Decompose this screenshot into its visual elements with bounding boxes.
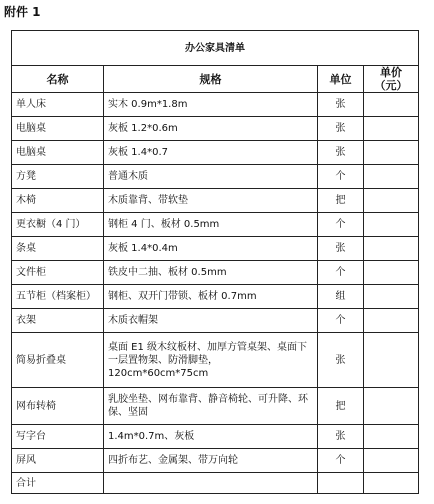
cell-name: 文件柜 [12,261,104,285]
cell-price [364,425,419,449]
table-row [12,93,419,117]
cell-price [364,388,419,425]
cell-spec: 铁皮中二抽、板材 0.5mm [104,261,318,285]
cell-unit: 组 [318,285,364,309]
cell-spec: 四折布艺、金属架、带万向轮 [104,449,318,473]
header-price: 单价（元） [364,66,419,93]
table-row [12,117,419,141]
cell-name: 简易折叠桌 [12,333,104,388]
cell-unit: 张 [318,333,364,388]
cell-name: 方凳 [12,165,104,189]
table-row [12,309,419,333]
header-row [12,66,419,93]
cell-unit: 个 [318,261,364,285]
cell-unit: 把 [318,388,364,425]
total-price-cell [364,473,419,494]
cell-price [364,165,419,189]
cell-spec: 灰板 1.2*0.6m [104,117,318,141]
cell-name: 电脑桌 [12,117,104,141]
cell-price [364,141,419,165]
cell-spec: 灰板 1.4*0.4m [104,237,318,261]
cell-spec: 木质衣帽架 [104,309,318,333]
cell-price [364,333,419,388]
cell-spec: 普通木质 [104,165,318,189]
cell-price [364,449,419,473]
cell-name: 木椅 [12,189,104,213]
cell-price [364,285,419,309]
table-row [12,449,419,473]
cell-name: 更衣橱（4 门） [12,213,104,237]
header-name: 名称 [12,66,104,93]
attachment-label: 附件 1 [4,5,41,19]
cell-name: 屏风 [12,449,104,473]
cell-unit: 张 [318,93,364,117]
cell-price [364,117,419,141]
cell-unit: 个 [318,165,364,189]
table-row [12,141,419,165]
cell-unit: 个 [318,309,364,333]
cell-spec: 1.4m*0.7m、灰板 [104,425,318,449]
cell-spec: 钢柜 4 门、板材 0.5mm [104,213,318,237]
title-row [12,31,419,66]
cell-name: 衣架 [12,309,104,333]
table-row [12,189,419,213]
cell-name: 条桌 [12,237,104,261]
table-row [12,213,419,237]
furniture-list-table [11,30,419,494]
cell-spec: 木质靠背、带软垫 [104,189,318,213]
cell-price [364,213,419,237]
total-unit-cell [318,473,364,494]
total-row [12,473,419,494]
cell-spec: 灰板 1.4*0.7 [104,141,318,165]
table-row [12,165,419,189]
cell-spec: 实木 0.9m*1.8m [104,93,318,117]
cell-name: 写字台 [12,425,104,449]
cell-price [364,309,419,333]
cell-price [364,93,419,117]
cell-name: 单人床 [12,93,104,117]
header-spec: 规格 [104,66,318,93]
cell-name: 网布转椅 [12,388,104,425]
cell-price [364,189,419,213]
cell-unit: 张 [318,425,364,449]
total-spec-cell [104,473,318,494]
cell-spec: 钢柜、双开门带锁、板材 0.7mm [104,285,318,309]
cell-unit: 张 [318,237,364,261]
cell-price [364,237,419,261]
table-row [12,388,419,425]
cell-spec: 桌面 E1 级木纹板材、加厚方管桌架、桌面下一层置物架、防滑脚垫，120cm*60cm*75cm [104,333,318,388]
table-row [12,261,419,285]
cell-unit: 个 [318,449,364,473]
cell-name: 电脑桌 [12,141,104,165]
cell-unit: 把 [318,189,364,213]
header-unit: 单位 [318,66,364,93]
table-row [12,237,419,261]
cell-name: 五节柜（档案柜） [12,285,104,309]
table-row [12,333,419,388]
cell-unit: 个 [318,213,364,237]
total-label: 合计 [12,473,104,494]
cell-spec: 乳胶坐垫、网布靠背、静音椅轮、可升降、环保、坚固 [104,388,318,425]
table-title: 办公家具清单 [12,31,419,66]
table-row [12,425,419,449]
cell-unit: 张 [318,117,364,141]
table-row [12,285,419,309]
cell-unit: 张 [318,141,364,165]
cell-price [364,261,419,285]
